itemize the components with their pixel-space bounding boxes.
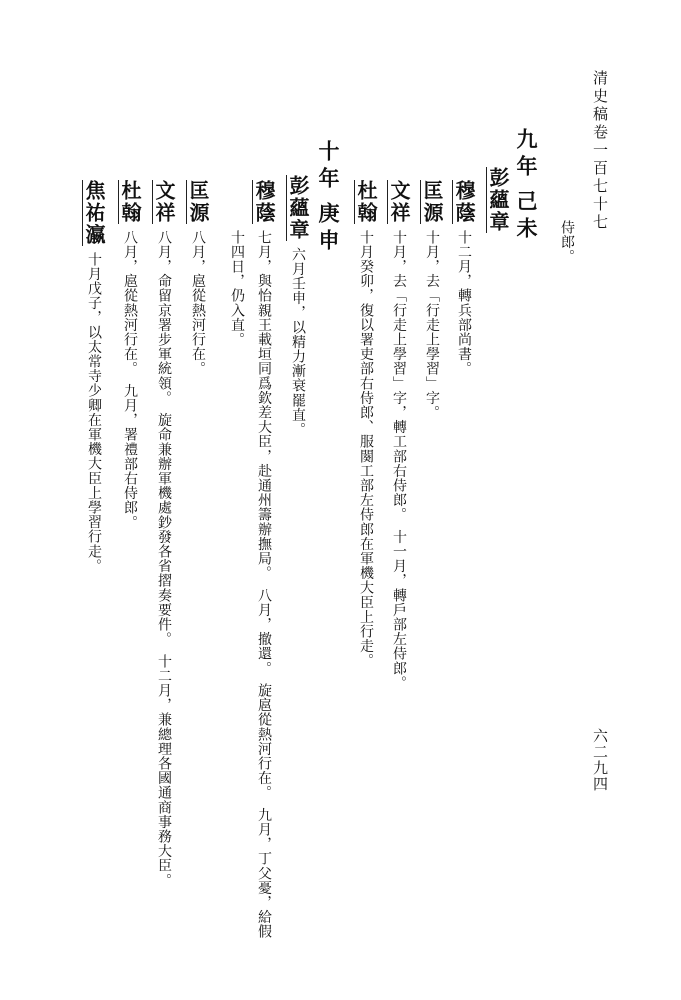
entry-row: [354, 180, 376, 668]
official-name: 彭蘊章: [286, 175, 310, 241]
year-label: 九年: [514, 128, 539, 182]
entry-text: 六月壬申，以精力漸衰罷直。: [290, 247, 306, 437]
official-name: 杜翰: [354, 180, 378, 224]
book-title-header: 清史稿卷一百七十七: [591, 70, 609, 232]
entry-text: 八月，扈從熱河行在。: [190, 230, 206, 376]
official-name: 穆蔭: [252, 180, 276, 224]
year-heading-10: [318, 140, 339, 256]
entry-row: [452, 180, 474, 376]
year-label: 十年: [316, 140, 341, 194]
official-name: 匡源: [186, 180, 210, 224]
entry-row: [118, 180, 140, 530]
continuation-text: 侍郎。: [559, 220, 575, 264]
entry-text: 十月，去「行走上學習」字。: [424, 230, 440, 420]
entry-continuation: 十四日，仍入直。: [229, 230, 245, 347]
entry-text: 十二月，轉兵部尚書。: [456, 230, 472, 376]
entry-row: [152, 180, 174, 888]
official-name: 焦祐瀛: [82, 180, 106, 246]
official-name: 彭蘊章: [486, 167, 510, 233]
entry-row: [387, 180, 409, 690]
entry-text: 八月，扈從熱河行在。 九月，署禮部右侍郎。: [122, 230, 138, 530]
entry-text: 十月戊子，以太常寺少卿在軍機大臣上學習行走。: [86, 252, 102, 574]
entry-text: 七月，與怡親王載垣同爲欽差大臣，赴通州籌辦撫局。 八月，撤還。 旋扈從熱河行在。 九月，丁父憂，給假: [256, 230, 272, 939]
page-number: 六二九四: [591, 728, 609, 792]
entry-text: 十月，去「行走上學習」字，轉工部右侍郎。 十一月，轉戶部左侍郎。: [391, 230, 407, 691]
ganzhi-label: 庚申: [316, 202, 341, 256]
entry-row: [486, 167, 508, 239]
official-name: 文祥: [387, 180, 411, 224]
entry-text: 八月，命留京署步軍統領。 旋命兼辦軍機處鈔發各省摺奏要件。 十二月，兼總理各國通商事務大臣。: [156, 230, 172, 888]
entry-row: [420, 180, 442, 420]
entry-row: [286, 175, 308, 437]
official-name: 穆蔭: [452, 180, 476, 224]
ganzhi-label: 己未: [514, 190, 539, 244]
entry-row: [186, 180, 208, 376]
official-name: 杜翰: [118, 180, 142, 224]
entry-row: [82, 180, 104, 573]
entry-text: 十月癸卯，復以署吏部右侍郎、服闋工部左侍郎在軍機大臣上行走。: [358, 230, 374, 668]
entry-row: [252, 180, 274, 939]
official-name: 文祥: [152, 180, 176, 224]
official-name: 匡源: [420, 180, 444, 224]
year-heading-9: [516, 128, 537, 244]
